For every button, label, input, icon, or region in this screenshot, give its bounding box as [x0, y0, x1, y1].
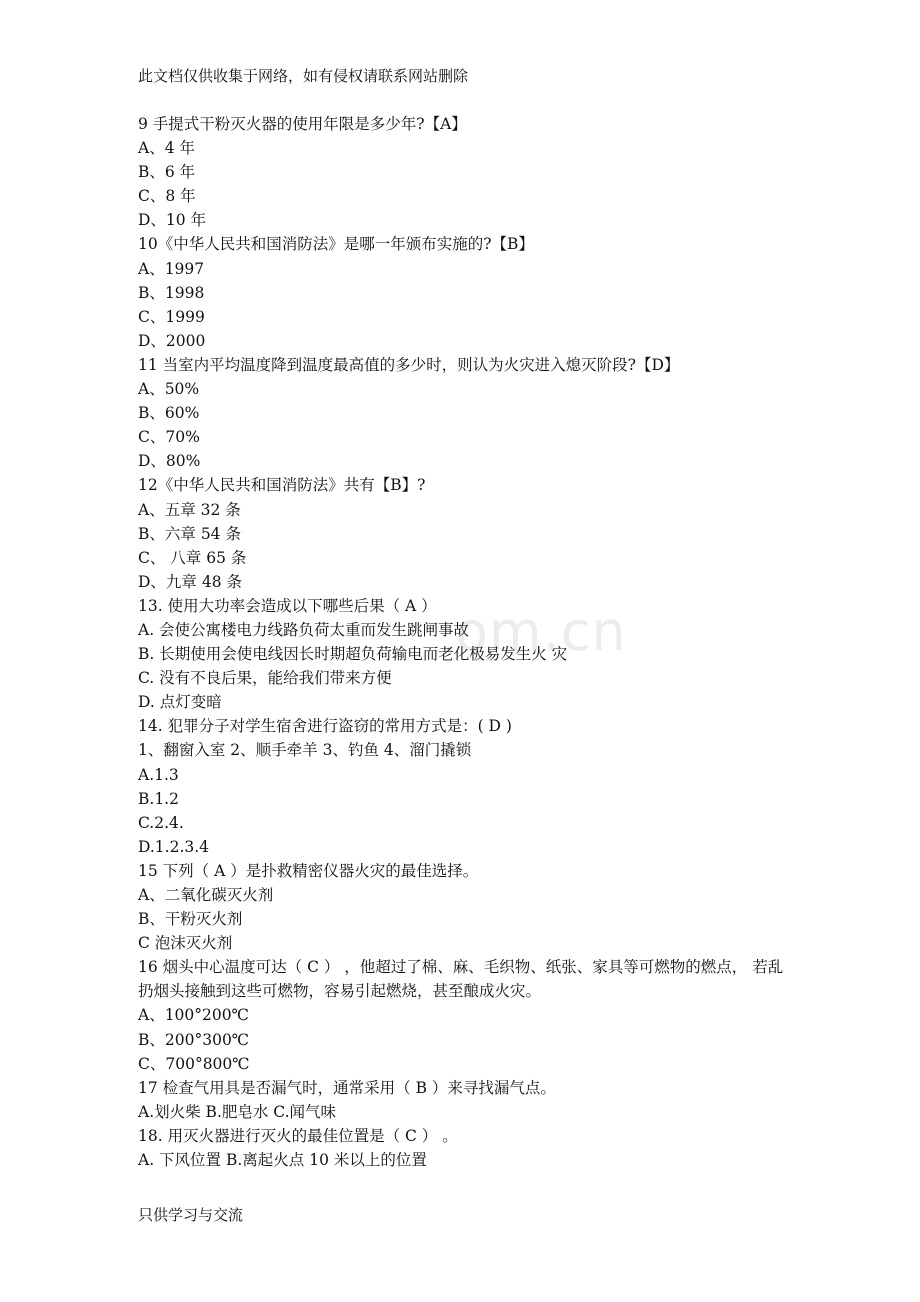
text-line: C.2.4. [138, 813, 184, 832]
text-line: A、4 年 [138, 139, 195, 158]
document-body [138, 112, 788, 1172]
text-line: A、100°200℃ [138, 1006, 249, 1025]
text-line: 17 检查气用具是否漏气时，通常采用（ B ）来寻找漏气点。 [138, 1078, 556, 1097]
text-line: B、六章 54 条 [138, 524, 241, 543]
text-line: D、80% [138, 452, 201, 471]
text-line: A.1.3 [138, 765, 179, 784]
text-line: D、九章 48 条 [138, 572, 243, 591]
text-line: 12《中华人民共和国消防法》共有【B】? [138, 476, 426, 495]
text-line: B、干粉灭火剂 [138, 910, 243, 929]
text-line: B、200°300℃ [138, 1030, 250, 1049]
question-16: 16 烟头中心温度可达（ C ） ，他超过了棉、麻、毛织物、纸张、家具等可燃物的燃点， 若乱扔烟头接触到这些可燃物，容易引起燃烧，甚至酿成火灾。 [138, 958, 784, 1001]
text-line: D.1.2.3.4 [138, 837, 210, 856]
text-line: 1、翻窗入室 2、顺手牵羊 3、钓鱼 4、溜门撬锁 [138, 741, 472, 760]
text-line: D、10 年 [138, 211, 207, 230]
text-line: A、二氧化碳灭火剂 [138, 886, 274, 904]
text-line: A、50% [138, 380, 200, 399]
watermark: om.cn [455, 600, 627, 663]
text-line: C、700°800℃ [138, 1054, 250, 1073]
text-line: A、五章 32 条 [138, 500, 241, 519]
header-notice: 此文档仅供收集于网络，如有侵权请联系网站删除 [138, 67, 469, 85]
text-line: 15 下列（ A ）是扑救精密仪器火灾的最佳选择。 [138, 861, 479, 880]
text-line: D、2000 [138, 331, 206, 350]
text-line: B、1998 [138, 283, 205, 302]
text-line: C 泡沫灭火剂 [138, 934, 233, 953]
text-line: 13. 使用大功率会造成以下哪些后果（ A ） [138, 596, 437, 615]
text-line: 11 当室内平均温度降到温度最高值的多少时，则认为火灾进入熄灭阶段?【D】 [138, 355, 680, 374]
footer-note: 只供学习与交流 [138, 1206, 244, 1224]
text-line: B、60% [138, 404, 200, 423]
text-line: 18. 用灭火器进行灭火的最佳位置是（ C ） 。 [138, 1126, 458, 1145]
text-line: B.1.2 [138, 789, 179, 808]
text-line: C、70% [138, 428, 200, 447]
text-line: C. 没有不良后果，能给我们带来方便 [138, 669, 392, 688]
text-line: D. 点灯变暗 [138, 693, 222, 712]
text-line: A、1997 [138, 259, 205, 278]
text-line: C、8 年 [138, 187, 196, 206]
question-block-2 [138, 1003, 788, 1172]
text-line: A. 下风位置 B.离起火点 10 米以上的位置 [138, 1151, 427, 1170]
text-line: 9 手提式干粉灭火器的使用年限是多少年?【A】 [138, 115, 467, 133]
question-block-1 [138, 112, 788, 955]
text-line: A. 会使公寓楼电力线路负荷太重而发生跳闸事故 [138, 620, 470, 639]
text-line: C、 八章 65 条 [138, 548, 247, 567]
text-line: A.划火柴 B.肥皂水 C.闻气味 [138, 1102, 337, 1121]
text-line: 14. 犯罪分子对学生宿舍进行盗窃的常用方式是：( D ) [138, 717, 512, 736]
text-line: C、1999 [138, 307, 205, 326]
text-line: 10《中华人民共和国消防法》是哪一年颁布实施的?【B】 [138, 235, 534, 254]
text-line: B. 长期使用会使电线因长时期超负荷输电而老化极易发生火 灾 [138, 645, 568, 664]
text-line: B、6 年 [138, 163, 196, 182]
